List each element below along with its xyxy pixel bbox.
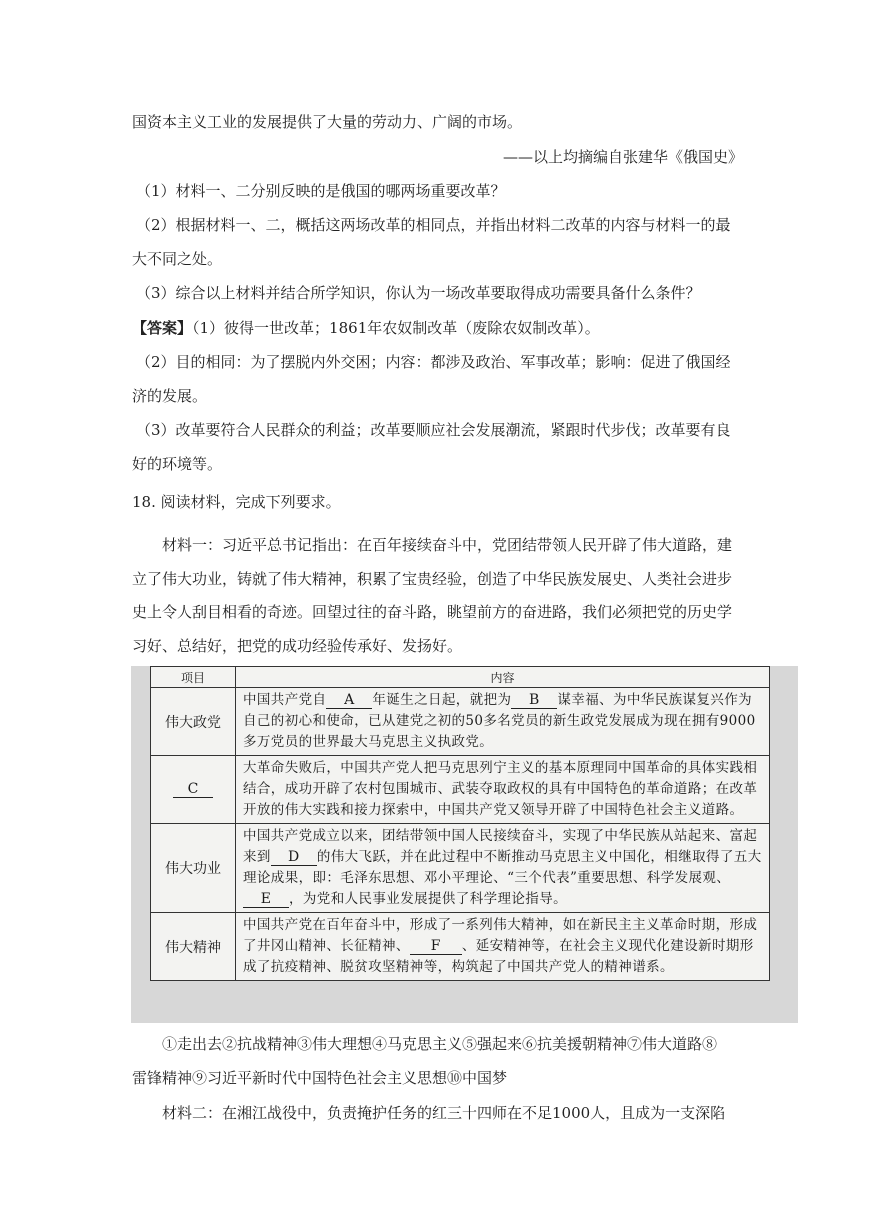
options-line-2: 雷锋精神⑨习近平新时代中国特色社会主义思想⑩中国梦 (132, 1069, 508, 1087)
row-content: 中国共产党自 A 年诞生之日起，就把为 B 谋幸福、为中华民族谋复兴作为自己的初心和使命，已从建党之初的50多名党员的新生政党发展成为现在拥有9000多万党员的世界最大马克思主义执政党。 (236, 688, 770, 756)
answer-2-cont: 济的发展。 (132, 387, 208, 405)
material-1-line-1: 材料一：习近平总书记指出：在百年接续奋斗中，党团结带领人民开辟了伟大道路，建 (162, 536, 733, 554)
blank-a: A (326, 692, 372, 709)
header-content: 内容 (236, 667, 770, 688)
row-item-great-spirit: 伟大精神 (151, 913, 236, 981)
material-1-line-4: 习好、总结好，把党的成功经验传承好、发扬好。 (132, 637, 463, 655)
table-row (151, 824, 770, 913)
answer-label: 【答案】 (132, 319, 193, 337)
options-line-1: ①走出去②抗战精神③伟大理想④马克思主义⑤强起来⑥抗美援朝精神⑦伟大道路⑧ (162, 1035, 718, 1053)
row-item-great-achievement: 伟大功业 (151, 824, 236, 913)
blank-d: D (271, 849, 317, 866)
answer-1 (132, 318, 741, 338)
blank-c: C (173, 781, 213, 798)
source-citation: ——以上均摘编自张建华《俄国史》 (502, 148, 743, 166)
material-1-line-2: 立了伟大功业，铸就了伟大精神，积累了宝贵经验，创造了中华民族发展史、人类社会进步 (132, 570, 733, 588)
table-row (151, 913, 770, 981)
question-3: （3）综合以上材料并结合所学知识，你认为一场改革要取得成功需要具备什么条件？ (136, 284, 701, 302)
answer-1-text: （1）彼得一世改革；1861年农奴制改革（废除农奴制改革）。 (192, 319, 600, 337)
table-row (151, 688, 770, 756)
table-header-row (151, 667, 770, 688)
row-item-great-party: 伟大政党 (151, 688, 236, 756)
row-content: 大革命失败后，中国共产党人把马克思列宁主义的基本原理同中国革命的具体实践相结合，成功开辟了农村包围城市、武装夺取政权的具有中国特色的革命道路；在改革开放的伟大实践和接力探索中，中国共产党又领导开辟了中国特色社会主义道路。 (236, 756, 770, 824)
question-18-heading: 18. 阅读材料，完成下列要求。 (132, 493, 341, 511)
material-2-line-1: 材料二：在湘江战役中，负责掩护任务的红三十四师在不足1000人，且成为一支深陷 (162, 1104, 726, 1122)
table-row (151, 756, 770, 824)
row-content: 中国共产党在百年奋斗中，形成了一系列伟大精神，如在新民主主义革命时期，形成了井冈山精神、长征精神、 F 、延安精神等，在社会主义现代化建设新时期形成了抗疫精神、脱贫攻坚精神等，构筑起了中国共产党人的精神谱系。 (236, 913, 770, 981)
question-2: （2）根据材料一、二，概括这两场改革的相同点，并指出材料二改革的内容与材料一的最 (136, 216, 731, 234)
blank-e: E (243, 891, 289, 908)
header-item: 项目 (151, 667, 236, 688)
answer-2: （2）目的相同：为了摆脱内外交困；内容：都涉及政治、军事改革；影响：促进了俄国经 (136, 353, 731, 371)
question-2-cont: 大不同之处。 (132, 250, 223, 268)
blank-b: B (511, 692, 557, 709)
table-scan-image (131, 666, 798, 1023)
answer-3-cont: 好的环境等。 (132, 455, 223, 473)
material-1-line-3: 史上令人刮目相看的奇迹。回望过往的奋斗路，眺望前方的奋进路，我们必须把党的历史学 (132, 603, 733, 621)
row-item-c (151, 756, 236, 824)
row-content: 中国共产党成立以来，团结带领中国人民接续奋斗，实现了中华民族从站起来、富起来到 D 的伟大飞跃，并在此过程中不断推动马克思主义中国化，相继取得了五大理论成果，即：毛泽东思想、邓小平理论、“三个代表”重要思想、科学发展观、E ，为党和人民事业发展提供了科学理论指导。 (236, 824, 770, 913)
content-table (150, 666, 770, 981)
blank-f: F (410, 938, 462, 955)
answer-3: （3）改革要符合人民群众的利益；改革要顺应社会发展潮流，紧跟时代步伐；改革要有良 (136, 421, 731, 439)
line-1: 国资本主义工业的发展提供了大量的劳动力、广阔的市场。 (132, 113, 523, 131)
question-1: （1）材料一、二分别反映的是俄国的哪两场重要改革？ (136, 182, 506, 200)
